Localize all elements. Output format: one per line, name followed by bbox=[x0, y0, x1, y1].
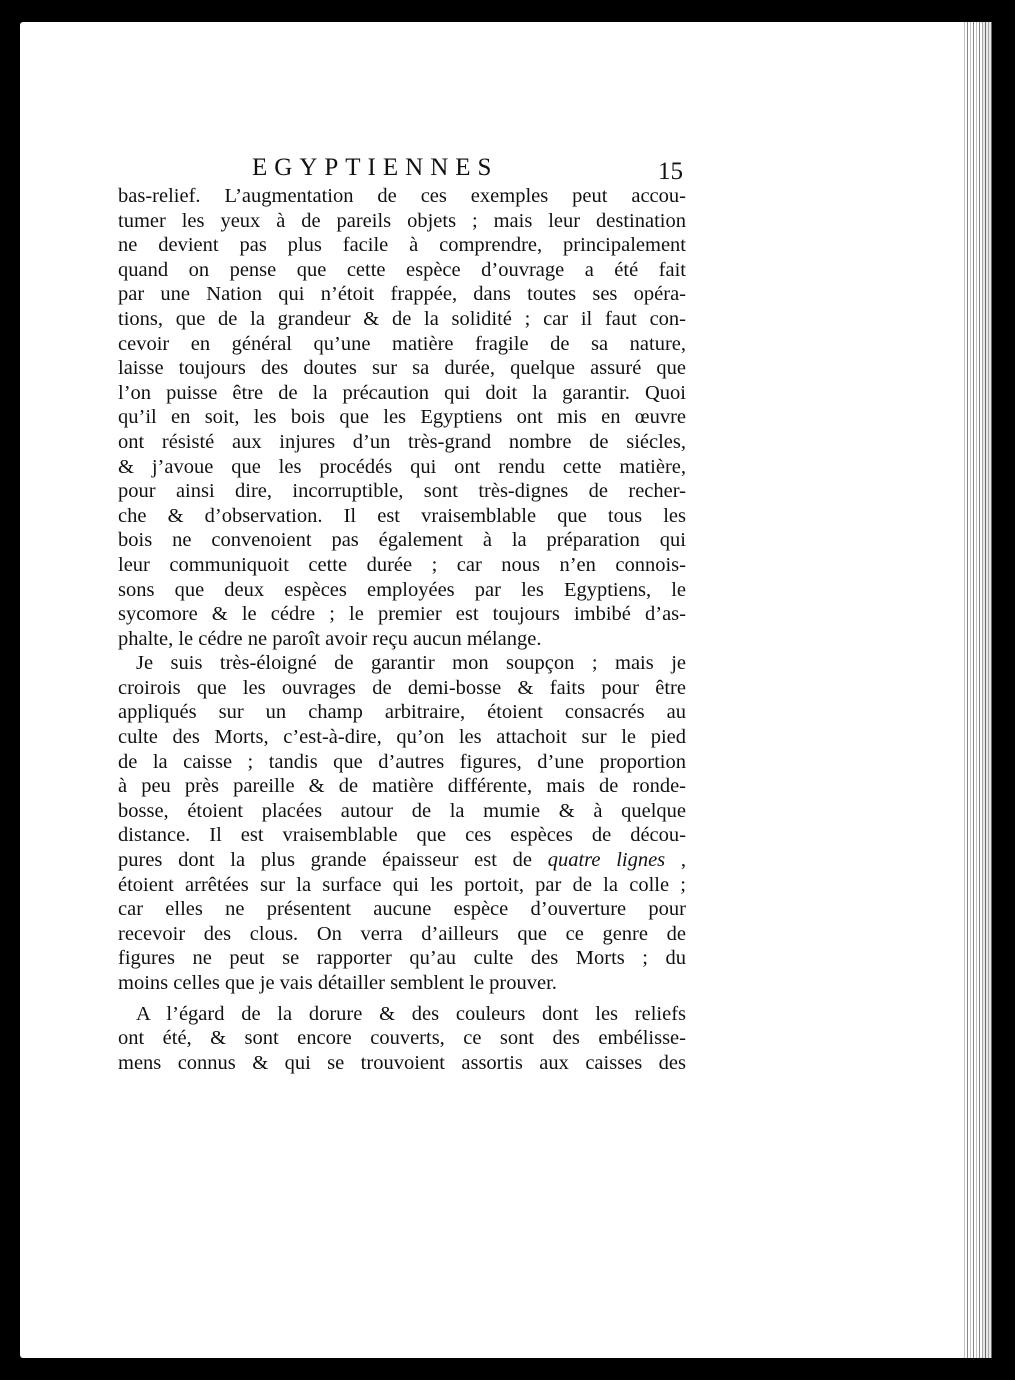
page-header bbox=[20, 154, 982, 188]
page-number: 15 bbox=[658, 158, 683, 185]
text-line: croirois que les ouvrages de demi-bosse & faits pour être bbox=[118, 676, 686, 699]
text-line: ne devient pas plus facile à comprendre, principalement bbox=[118, 234, 686, 257]
text-line: che & d’observation. Il est vraisemblable que tous les bbox=[118, 504, 686, 527]
text-line: figures ne peut se rapporter qu’au culte des Morts ; du bbox=[118, 947, 686, 970]
text-line: tumer les yeux à de pareils objets ; mais leur destination bbox=[118, 209, 686, 232]
text-line: Je suis très-éloigné de garantir mon soupçon ; mais je bbox=[136, 652, 686, 675]
body-text bbox=[118, 184, 686, 1075]
text-line: distance. Il est vraisemblable que ces espèces de décou- bbox=[118, 824, 686, 847]
text-line: ont été, & sont encore couverts, ce sont des embélisse- bbox=[118, 1027, 686, 1050]
text-line: quand on pense que cette espèce d’ouvrage a été fait bbox=[118, 258, 686, 281]
text-segment: pures dont la plus grande épaisseur est de bbox=[118, 849, 532, 872]
text-line: à peu près pareille & de matière différente, mais de ronde- bbox=[118, 775, 686, 798]
text-line: recevoir des clous. On verra d’ailleurs que ce genre de bbox=[118, 922, 686, 945]
text-line: l’on puisse être de la précaution qui doit la garantir. Quoi bbox=[118, 381, 686, 404]
text-line: qu’il en soit, les bois que les Egyptiens ont mis en œuvre bbox=[118, 406, 686, 429]
text-line: phalte, le cédre ne paroît avoir reçu aucun mélange. bbox=[118, 627, 542, 650]
italic-phrase: quatre lignes bbox=[547, 849, 666, 872]
page-edge bbox=[962, 22, 992, 1358]
text-line: bas-relief. L’augmentation de ces exemples peut accou- bbox=[118, 185, 686, 207]
text-line-with-italic bbox=[118, 848, 686, 873]
text-line: tions, que de la grandeur & de la solidité ; car il faut con- bbox=[118, 307, 686, 330]
text-line: cevoir en général qu’une matière fragile de sa nature, bbox=[118, 332, 686, 355]
text-line: laisse toujours des doutes sur sa durée, quelque assuré que bbox=[118, 357, 686, 380]
text-line: A l’égard de la dorure & des couleurs dont les reliefs bbox=[136, 1002, 686, 1025]
running-title: EGYPTIENNES bbox=[252, 154, 499, 181]
text-line: bois ne convenoient pas également à la préparation qui bbox=[118, 529, 686, 552]
text-line: moins celles que je vais détailler semblent le prouver. bbox=[118, 972, 557, 994]
text-segment: , bbox=[680, 849, 687, 872]
book-page bbox=[20, 22, 982, 1358]
text-line: appliqués sur un champ arbitraire, étoient consacrés au bbox=[118, 701, 686, 724]
text-line: sons que deux espèces employées par les Egyptiens, le bbox=[118, 578, 686, 601]
text-line: & j’avoue que les procédés qui ont rendu cette matière, bbox=[118, 455, 686, 478]
text-line: culte des Morts, c’est-à-dire, qu’on les attachoit sur le pied bbox=[118, 726, 686, 749]
text-line: leur communiquoit cette durée ; car nous n’en connois- bbox=[118, 553, 686, 576]
text-line: mens connus & qui se trouvoient assortis aux caisses des bbox=[118, 1051, 686, 1074]
text-line: pour ainsi dire, incorruptible, sont très-dignes de recher- bbox=[118, 480, 686, 503]
text-line: sycomore & le cédre ; le premier est toujours imbibé d’as- bbox=[118, 603, 686, 626]
text-line: de la caisse ; tandis que d’autres figures, d’une proportion bbox=[118, 750, 686, 773]
text-line: par une Nation qui n’étoit frappée, dans toutes ses opéra- bbox=[118, 283, 686, 306]
text-line: étoient arrêtées sur la surface qui les portoit, par de la colle ; bbox=[118, 873, 686, 896]
text-line: ont résisté aux injures d’un très-grand nombre de siécles, bbox=[118, 430, 686, 453]
text-line: car elles ne présentent aucune espèce d’ouverture pour bbox=[118, 898, 686, 921]
text-line: bosse, étoient placées autour de la mumie & à quelque bbox=[118, 799, 686, 822]
